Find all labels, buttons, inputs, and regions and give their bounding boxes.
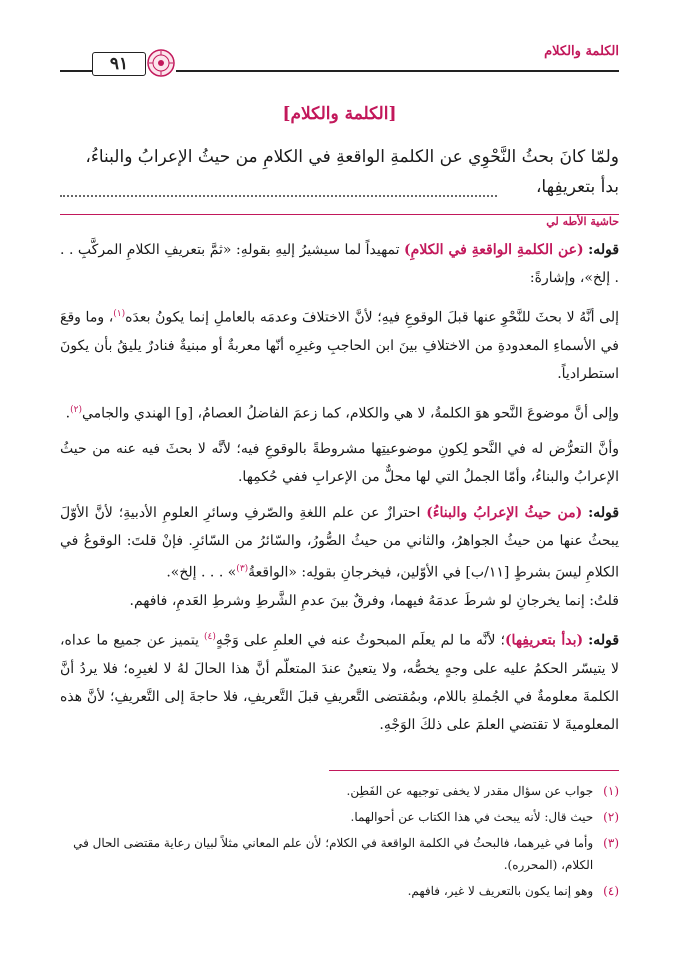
quoted-phrase: (بدأ بتعريفِها) (504, 632, 584, 649)
footnote-text: حيث قال: لأنه يبحث في هذا الكتاب عن أحوالهما. (350, 810, 594, 824)
footnote-rule (329, 770, 619, 771)
commentary-paragraph-1 (60, 236, 619, 292)
main-text-line-1: ولمّا كانَ بحثُ النَّحْوِي عن الكلمةِ الواقعةِ في الكلامِ من حيثُ الإعرابُ والبناءُ، (85, 147, 619, 167)
quoted-phrase: (عن الكلمةِ الواقعةِ في الكلامِ) (404, 242, 584, 258)
paragraph-text: يتميز عن جميع ما عداه، لا يتيسّر الحكمُ عليه على وجهٍ يخصُّه، ولا يتعينُ عندَ المتعلّم أنَّ هذا الحالَ لهُ لا لغيرِه؛ فلا يردُ أنَّ الكلمةَ معلومةٌ في الجُملةِ باللام، وبمُقتضى التَّعريفِ قبلَ التَّعريفِ، فلا حاجةَ إلى التَّعريفِ؛ لأنَّ هذه المعلوميةَ لا تقتضي العلمَ على ذلكَ الوَجْهِ. (60, 632, 619, 733)
commentary (60, 236, 619, 747)
footnote-marker[interactable]: (١) (113, 309, 126, 319)
footnote-item (60, 806, 619, 828)
paragraph-text: ؛ لأنَّه ما لم يعلَم المبحوثُ عنه في العلمِ على وَجْهٍ (215, 632, 505, 649)
footnote-item (60, 880, 619, 902)
footnote-marker[interactable]: (٣) (236, 564, 249, 575)
quoted-phrase: (من حيثُ الإعرابُ والبناءُ) (426, 505, 583, 522)
qawluhu-label: قوله: (588, 242, 620, 258)
hashiya-label: حاشية الأطه لي (546, 215, 619, 228)
paragraph-text: وأنَّ التعرُّض له في النَّحو لِكونِ موضوعيتِها مشروطةً بالوقوعِ فيه؛ لأنَّه لا بحثَ فيه عنه من حيثُ الإعرابُ والبناءُ، وأمّا الجملُ التي لها محلٌّ من الإعرابِ ففي حُكمِها. (60, 441, 619, 486)
footnote-text: جواب عن سؤال مقدر لا يخفى توجيهه عن الفَطِن. (346, 784, 594, 798)
commentary-paragraph-4 (60, 435, 619, 491)
paragraph-text: احترازٌ عن علم اللغةِ والصّرفِ وسائرِ العلومِ الأدبيةِ؛ لأنَّ الأوّلَ يبحثُ عنها من حيثُ الجواهرُ، والثاني من حيثُ الصُّورُ، والسّائرُ من السّائرِ. فإنْ قلتَ: الوقوعُ في الكلامِ ليسَ بشرطٍ [١١/ب] في الأوّلين، فيخرجانِ بقولِه: «الواقعةُ (60, 505, 619, 581)
paragraph-text: ، وما وقعَ في الأسماءِ المعدودةِ من الاختلافِ بينَ ابن الحاجبِ وغيرِه أنّها معربةٌ أو مبنيةٌ فنادرٌ يليقُ بأن يكونَ استطرادياً. (60, 309, 619, 382)
paragraph-text: إلى أنَّهُ لا بحثَ للنَّحْوِ عنها قبلَ الوقوعِ فيهِ؛ لأنَّ الاختلافَ وعدمَه بالعاملِ إنما يكونُ بعدَه (125, 309, 619, 326)
footnotes (60, 780, 619, 906)
footnote-text: وهو إنما يكون بالتعريف لا غير، فافهم. (407, 884, 594, 898)
commentary-paragraph-3 (60, 396, 619, 428)
paragraph-text: تمهيداً لما سيشيرُ إليهِ بقولهِ: «ثمَّ بتعريفِ الكلامِ المركَّبِ . . . إلخ»، وإشارةً: (60, 242, 619, 286)
footnote-number: (٢) (603, 810, 619, 824)
footnote-text: وأما في غيرهما، فالبحثُ في الكلمة الواقعة في الكلام؛ لأن علم المعاني مثلاً لبيان رعاية مقتضى الحال في الكلام، (المحرره). (73, 836, 594, 872)
footnote-marker[interactable]: (٤) (204, 631, 216, 642)
paragraph-text: » . . . إلخ». (166, 564, 237, 581)
commentary-paragraph-5 (60, 499, 619, 615)
commentary-paragraph-6 (60, 623, 619, 739)
dotted-line (60, 195, 497, 197)
running-title: الكلمة والكلام (544, 44, 619, 59)
page-number: ٩١ (92, 52, 146, 76)
footnote-marker[interactable]: (٢) (70, 404, 82, 415)
paragraph-text: قلتُ: إنما يخرجانِ لو شرطَ عدمَهُ فيهما، وفرقٌ بينَ عدمِ الشَّرطِ وشرطِ العَدمِ، فافهم. (129, 592, 619, 609)
footnote-item (60, 832, 619, 876)
paragraph-text: وإلى أنَّ موضوعَ النَّحو هوَ الكلمةُ، لا هي والكلام، كما زعمَ الفاضلُ العصامُ، [و] الهندي والجامي (81, 405, 619, 422)
footnote-number: (١) (603, 784, 619, 798)
main-text (60, 142, 619, 202)
qawluhu-label: قوله: (588, 505, 620, 522)
commentary-paragraph-2 (60, 300, 619, 388)
section-title: [الكلمة والكلام] (282, 104, 397, 124)
footnote-item (60, 780, 619, 802)
rosette-ornament-icon (146, 48, 176, 78)
paragraph-text: . (65, 405, 71, 422)
main-text-line-2: بدأ بتعريفِها، (535, 177, 619, 197)
qawluhu-label: قوله: (588, 632, 620, 649)
footnote-number: (٤) (603, 884, 619, 898)
footnote-number: (٣) (603, 836, 619, 850)
hashiya-rule (60, 214, 619, 215)
